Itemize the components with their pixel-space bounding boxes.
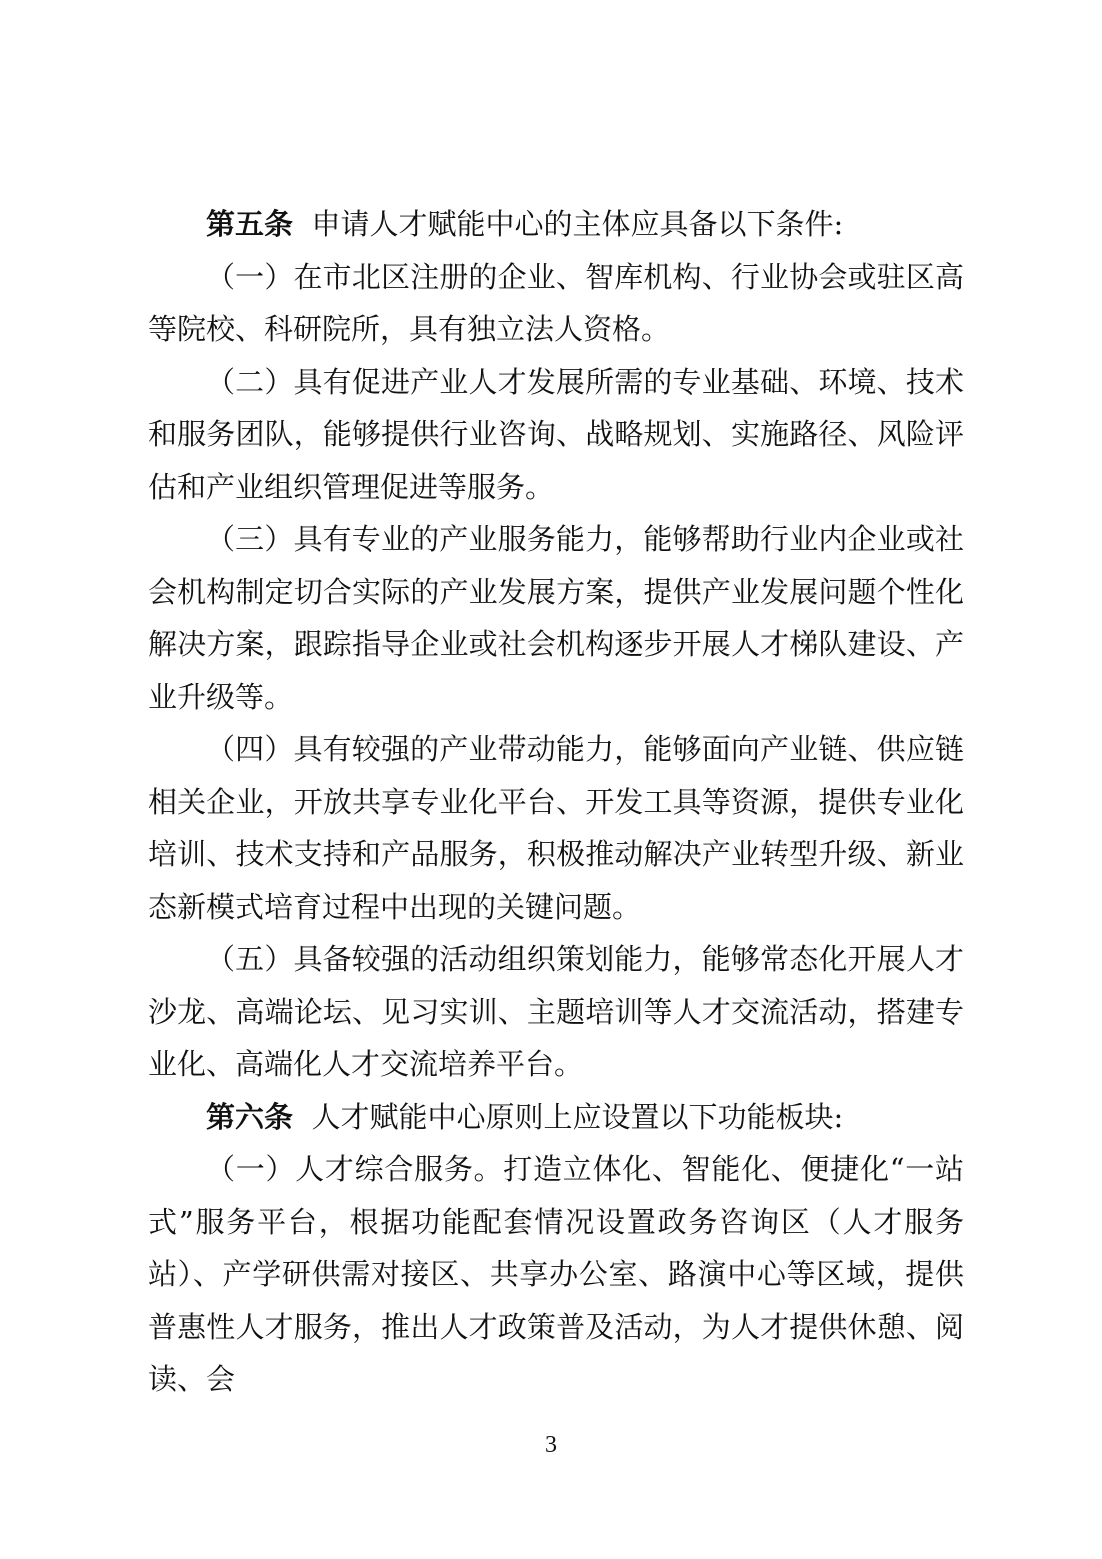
paragraph-text: （二）具有促进产业人才发展所需的专业基础、环境、技术和服务团队，能够提供行业咨询、战略规划、实施路径、风险评估和产业组织管理促进等服务。 [148,364,964,504]
paragraph-item-4 [148,723,964,933]
paragraph-article-5 [148,198,964,251]
article-heading: 第六条 [206,1099,294,1134]
paragraph-article-6 [148,1091,964,1144]
article-heading: 第五条 [206,207,294,241]
paragraph-text: （四）具有较强的产业带动能力，能够面向产业链、供应链相关企业，开放共享专业化平台、开发工具等资源，提供专业化培训、技术支持和产品服务，积极推动解决产业转型升级、新业态新模式培育过程中出现的关键问题。 [148,732,964,924]
paragraph-text: 人才赋能中心原则上应设置以下功能板块: [311,1099,844,1134]
paragraph-text: 申请人才赋能中心的主体应具备以下条件: [311,207,844,241]
paragraph-item-5 [148,933,964,1091]
paragraph-text: （一）人才综合服务。打造立体化、智能化、便捷化“一站式”服务平台，根据功能配套情况设置政务咨询区（人才服务站）、产学研供需对接区、共享办公室、路演中心等区域，提供普惠性人才服务，推出人才政策普及活动，为人才提供休憩、阅读、会 [148,1152,964,1396]
paragraph-item-6-1 [148,1143,964,1406]
paragraph-item-3 [148,513,964,723]
body-text [148,198,964,1406]
paragraph-item-2 [148,356,964,514]
paragraph-text: （一）在市北区注册的企业、智库机构、行业协会或驻区高等院校、科研院所，具有独立法人资格。 [148,259,964,346]
paragraph-text: （五）具备较强的活动组织策划能力，能够常态化开展人才沙龙、高端论坛、见习实训、主题培训等人才交流活动，搭建专业化、高端化人才交流培养平台。 [148,942,964,1081]
paragraph-text: （三）具有专业的产业服务能力，能够帮助行业内企业或社会机构制定切合实际的产业发展方案，提供产业发展问题个性化解决方案，跟踪指导企业或社会机构逐步开展人才梯队建设、产业升级等。 [148,522,964,714]
page-number: 3 [545,1432,557,1458]
paragraph-item-1 [148,251,964,356]
